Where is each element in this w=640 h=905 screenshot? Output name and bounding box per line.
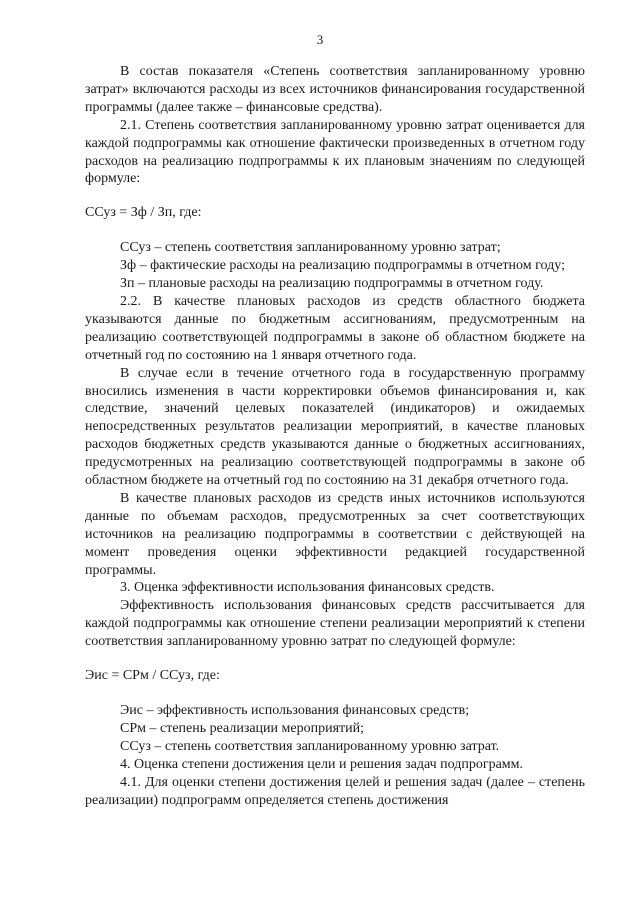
definition-srm: СРм – степень реализации мероприятий;	[120, 720, 365, 736]
page-number: 3	[316, 32, 324, 47]
definition-zp: Зп – плановые расходы на реализацию подпрограммы в отчетном году.	[120, 276, 544, 292]
formula-financial-efficiency: Эис = СРм / ССуз, где:	[85, 668, 220, 684]
paragraph-4-1: 4.1. Для оценки степени достижения целей и решения задач (далее – степень реализации) подпрограмм определяется степень достижения	[85, 774, 585, 808]
section-heading-4: 4. Оценка степени достижения цели и решения задач подпрограмм.	[120, 756, 524, 772]
definition-zf: Зф – фактические расходы на реализацию подпрограммы в отчетном году;	[120, 258, 565, 274]
definition-ssuz-2: ССуз – степень соответствия запланированному уровню затрат.	[120, 738, 500, 754]
document-body	[85, 63, 585, 809]
paragraph-2-1: 2.1. Степень соответствия запланированному уровню затрат оценивается для каждой подпрограммы как отношение фактически произведенных в отчетном году расходов на реализацию подпрограммы к их плановым значениям по следующей формуле:	[85, 117, 585, 187]
paragraph-cost-indicator-scope: В состав показателя «Степень соответствия запланированному уровню затрат» включаются расходы из всех источников финансирования государственной программы (далее также – финансовые средства).	[85, 64, 585, 115]
paragraph-program-changes: В случае если в течение отчетного года в государственную программу вносились изменения в части корректировки объемов финансирования и, как следствие, значений целевых показателей (индикаторов) и ожидаемых непосредственных результатов реализации мероприятий, в качестве плановых расходов бюджетных средств указываются данные о бюджетных ассигнованиях, предусмотренных на реализацию соответствующей подпрограммы в законе об областном бюджете на отчетный год по состоянию на 31 декабря отчетного года.	[85, 365, 585, 489]
definition-ssuz: ССуз – степень соответствия запланированному уровню затрат;	[120, 240, 501, 256]
paragraph-other-sources: В качестве плановых расходов из средств иных источников используются данные по объемам расходов, предусмотренных за счет соответствующих источников на реализацию подпрограммы в соответствии с действующей на момент проведения оценки эффективности редакцией государственной программы.	[85, 490, 585, 578]
paragraph-financial-efficiency: Эффективность использования финансовых средств рассчитывается для каждой подпрограммы как отношение степени реализации мероприятий к степени соответствия запланированному уровню затрат по следующей формуле:	[85, 598, 585, 650]
formula-cost-compliance: ССуз = Зф / Зп, где:	[85, 205, 202, 221]
section-heading-3: 3. Оценка эффективности использования финансовых средств.	[120, 580, 495, 596]
paragraph-2-2: 2.2. В качестве плановых расходов из средств областного бюджета указываются данные по бюджетным ассигнованиям, предусмотренным на реализацию соответствующей подпрограммы в законе об областном бюджете на отчетный год по состоянию на 1 января отчетного года.	[85, 293, 585, 363]
definition-eis: Эис – эффективность использования финансовых средств;	[120, 703, 470, 718]
